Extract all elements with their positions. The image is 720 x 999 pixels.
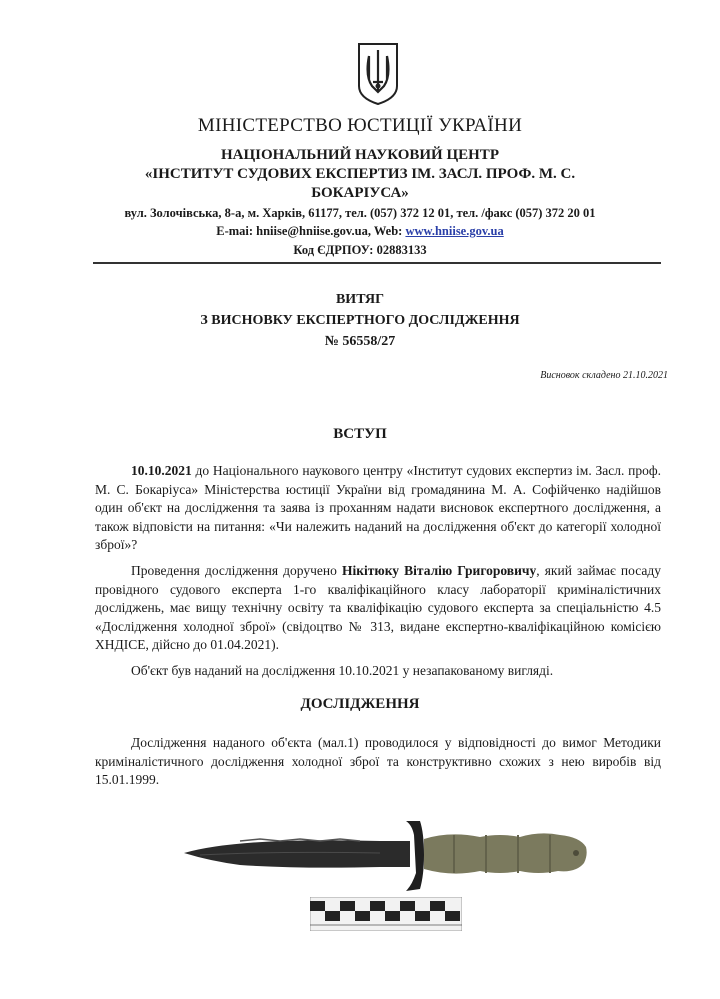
doc-title-line2: З ВИСНОВКУ ЕКСПЕРТНОГО ДОСЛІДЖЕННЯ — [200, 313, 520, 328]
doc-title-line1: ВИТЯГ — [335, 292, 385, 307]
doc-number: № 56558/27 — [324, 334, 396, 349]
email-text: E-mai: hniise@hniise.gov.ua, Web: — [216, 224, 406, 238]
org-contacts — [0, 224, 720, 239]
paragraph-intro — [95, 462, 661, 555]
paragraph-expert — [95, 562, 661, 655]
measurement-scale-ruler — [310, 897, 462, 931]
paragraph-object: Об'єкт був наданий на дослідження 10.10.2021 у незапакованому вигляді. — [131, 663, 554, 678]
edrpou-code: Код ЄДРПОУ: 02883133 — [293, 243, 427, 257]
expert-name: Нікітюку Віталію Григоровичу — [341, 563, 537, 578]
intro-text: до Національного наукового центру «Інститут судових експертиз ім. Засл. проф. М. С. Бокаріуса» Міністерства юстиції України від громадянина М. А. Софійченко надійшов один об'єкт на дослідження та заява із проханням надати висновок експертного дослідження, а також відповісти на питання: «Чи належить наданий на дослідження об'єкт до категорії холодної зброї»? — [95, 463, 661, 553]
intro-date: 10.10.2021 — [131, 463, 192, 478]
expert-pre: Проведення дослідження доручено — [131, 563, 342, 578]
org-name-line2: «ІНСТИТУТ СУДОВИХ ЕКСПЕРТИЗ ІМ. ЗАСЛ. ПРОФ. М. С. — [144, 166, 576, 182]
expert-text: , який займає посаду провідного судового експерта 1-го кваліфікаційного класу лабораторії криміналістичних досліджень, має вищу технічну освіту та кваліфікацію судового експерта за спеціальністю 4.5 «Дослідження холодної зброї» (свідоцтво № 313, видане експертно-кваліфікаційною комісією ХНДІСЕ, дійсно до 01.04.2021). — [95, 563, 661, 653]
date-made: Висновок складено 21.10.2021 — [540, 370, 668, 381]
header-divider — [93, 262, 661, 264]
website-link[interactable]: www.hniise.gov.ua — [405, 224, 504, 238]
ministry-name: МІНІСТЕРСТВО ЮСТИЦІЇ УКРАЇНИ — [197, 115, 523, 136]
org-name-line1: НАЦІОНАЛЬНИЙ НАУКОВИЙ ЦЕНТР — [221, 147, 499, 163]
section-title-intro: ВСТУП — [333, 426, 387, 442]
paragraph-research: Дослідження наданого об'єкта (мал.1) проводилося у відповідності до вимог Методики криміналістичного дослідження холодної зброї та конструктивно схожих з нею виробів від 15.01.1999. — [95, 735, 661, 788]
org-name-line3: БОКАРІУСА» — [311, 185, 409, 201]
section-title-research: ДОСЛІДЖЕННЯ — [300, 696, 420, 712]
knife-photo — [180, 815, 590, 895]
org-address: вул. Золочівська, 8-а, м. Харків, 61177, тел. (057) 372 12 01, тел. /факс (057) 372 20 01 — [124, 206, 596, 220]
trident-coat-of-arms-icon — [355, 42, 401, 106]
